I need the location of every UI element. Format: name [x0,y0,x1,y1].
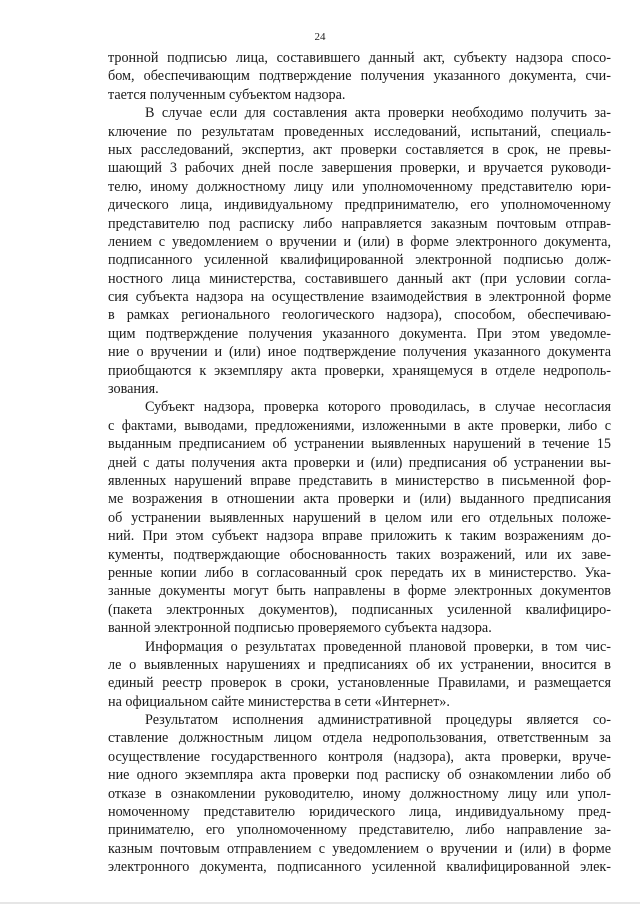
text-line: принимателю, его уполномоченному представителю, либо направление за- [108,822,611,839]
text-line: осуществление государственного контроля (надзора), акта проверки, вруче- [108,748,611,765]
text-line: явленных нарушений вправе представить в министерство в письменной фор- [108,472,611,489]
page-number: 24 [314,31,326,43]
text-line: Результатом исполнения административной процедуры является со- [145,712,611,729]
text-line: ме возражения в отношении акта проверки и (или) выданного предписания [108,491,611,508]
text-line: ностного лица министерства, составившего данный акт (при условии согла- [108,270,611,287]
text-line: на официальном сайте министерства в сети «Интернет». [108,693,450,710]
text-line: ренные копии либо в согласованный срок передать их в министерство. Ука- [108,564,611,581]
text-line: тается полученным субъектом надзора. [108,86,346,103]
text-line: об устранении выявленных нарушений в целом или его отдельных положе- [108,509,611,526]
text-line: ле о выявленных нарушениях и предписаниях об их устранении, вносится в [108,656,611,673]
text-line: (пакета электронных документов), подписанных усиленной квалифициро- [108,601,611,618]
text-line: единый реестр проверок в сроки, установленные Правилами, и размещается [108,675,611,692]
text-line: с фактами, выводами, предложениями, изложенными в акте проверки, либо с [108,417,611,434]
text-line: отказе в ознакомлении руководителю, иному должностному лицу или упол- [108,785,611,802]
text-line: Информация о результатах проведенной плановой проверки, в том чис- [145,638,611,655]
text-line: щим подтверждение получения указанного документа. При этом уведомле- [108,325,611,342]
text-line: зования. [108,381,159,398]
page-bottom-edge [0,902,640,904]
text-line: подписанного усиленной квалифицированной электронной подписью долж- [108,252,611,269]
text-line: Субъект надзора, проверка которого проводилась, в случае несогласия [145,399,611,416]
text-line: приобщаются к экземпляру акта проверки, хранящемуся в отделе недрополь- [108,362,611,379]
text-line: лением с уведомлением о вручении и (или) в форме электронного документа, [108,233,611,250]
text-line: занные документы могут быть направлены в форме электронных документов [108,583,611,600]
text-line: тронной подписью лица, составившего данный акт, субъекту надзора спосо- [108,50,611,66]
text-line: сия субъекта надзора на осуществление взаимодействия в электронной форме [108,289,611,306]
text-line: ключение по результатам проведенных исследований, испытаний, специаль- [108,123,611,140]
text-line: дней с даты получения акта проверки и (или) предписания об устранении вы- [108,454,611,471]
text-line: ставление должностным лицом отдела недропользования, ответственным за [108,730,611,747]
text-line: дического лица, индивидуальному предпринимателю, его уполномоченному [108,197,611,214]
text-line: шающий 3 рабочих дней после завершения проверки, и вручается руководи- [108,160,611,177]
text-line: электронного документа, подписанного усиленной квалифицированной элек- [108,859,611,876]
text-line: бом, обеспечивающим подтверждение получения указанного документа, счи- [108,68,611,85]
text-line: ний. При этом субъект надзора вправе приложить к таким возражениям до- [108,528,611,545]
text-line: номоченному представителю юридического лица, индивидуальному пред- [108,804,611,821]
text-line: ние одного экземпляра акта проверки под расписку об ознакомлении либо об [108,767,611,784]
text-line: В случае если для составления акта проверки необходимо получить за- [145,105,611,122]
text-line: в рамках регионального геологического надзора), способом, обеспечиваю- [108,307,611,324]
text-line: казным почтовым отправлением с уведомлением о вручении и (или) в форме [108,840,611,857]
text-line: ных расследований, экспертиз, акт проверки составляется в срок, не превы- [108,141,611,158]
text-line: ванной электронной подписью проверяемого субъекта надзора. [108,620,492,637]
text-line: выданным предписанием об устранении выявленных нарушений в течение 15 [108,436,611,453]
text-line: кументы, подтверждающие обоснованность таких возражений, или их заве- [108,546,611,563]
text-line: телю, иному должностному лицу или уполномоченному представителю юри- [108,178,611,195]
text-line: ние о вручении и (или) иное подтверждение получения указанного документа [108,344,611,361]
text-line: представителю под расписку либо направляется заказным почтовым отправ- [108,215,611,232]
body-text [108,49,611,877]
